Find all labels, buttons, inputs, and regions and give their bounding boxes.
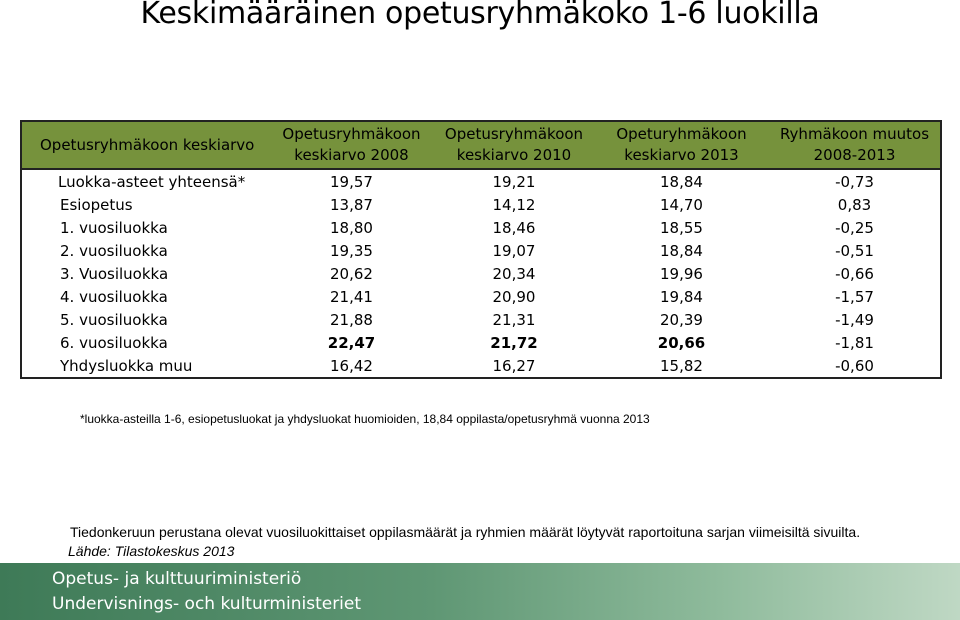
table-row xyxy=(21,262,941,285)
row-label: Esiopetus xyxy=(60,195,133,214)
cell-2008: 22,47 xyxy=(327,333,376,352)
row-label: 1. vuosiluokka xyxy=(60,218,168,237)
cell-2010: 21,31 xyxy=(492,310,536,329)
cell-2013: 20,39 xyxy=(660,310,703,329)
cell-2008: 13,87 xyxy=(330,195,373,214)
cell-change: -0,73 xyxy=(835,172,874,191)
group-size-table xyxy=(20,120,942,379)
cell-change: -1,57 xyxy=(835,287,874,306)
table-row xyxy=(21,354,941,378)
ministry-name-swedish: Undervisnings- och kulturministeriet xyxy=(52,594,362,614)
header-2013: Opeturyhmäkoon keskiarvo 2013 xyxy=(594,121,769,169)
cell-2010: 21,72 xyxy=(490,333,538,352)
cell-2010: 19,21 xyxy=(492,172,536,191)
row-label: 2. vuosiluokka xyxy=(60,241,168,260)
cell-2008: 19,35 xyxy=(330,241,373,260)
table-row xyxy=(21,308,941,331)
ministry-name-finnish: Opetus- ja kulttuuriministeriö xyxy=(52,569,302,589)
table-row xyxy=(21,193,941,216)
row-label: 5. vuosiluokka xyxy=(60,310,168,329)
table-header-row xyxy=(21,121,941,169)
header-category: Opetusryhmäkoon keskiarvo xyxy=(21,121,269,169)
cell-2008: 21,88 xyxy=(330,310,373,329)
table-row xyxy=(21,285,941,308)
cell-2013: 14,70 xyxy=(660,195,703,214)
footnote: *luokka-asteilla 1-6, esiopetusluokat ja yhdysluokat huomioiden, 18,84 oppilasta/opetusryhmä vuonna 2013 xyxy=(80,412,650,426)
row-label: 4. vuosiluokka xyxy=(60,287,168,306)
ministry-footer xyxy=(0,563,960,620)
cell-2008: 20,62 xyxy=(330,264,373,283)
cell-2013: 20,66 xyxy=(657,333,706,352)
cell-change: 0,83 xyxy=(837,195,872,214)
cell-2010: 20,34 xyxy=(492,264,536,283)
row-label: 3. Vuosiluokka xyxy=(60,264,169,283)
cell-2008: 16,42 xyxy=(330,356,373,375)
cell-change: -1,81 xyxy=(835,333,874,352)
table-row xyxy=(21,331,941,354)
row-label: 6. vuosiluokka xyxy=(60,333,168,352)
cell-2013: 18,84 xyxy=(660,241,703,260)
basis-note: Tiedonkeruun perustana olevat vuosiluokittaiset oppilasmäärät ja ryhmien määrät löytyvät raportoituna sarjan viimeisiltä sivuilta. xyxy=(70,524,861,540)
cell-2010: 16,27 xyxy=(492,356,536,375)
header-change: Ryhmäkoon muutos 2008-2013 xyxy=(769,121,941,169)
cell-2008: 19,57 xyxy=(330,172,373,191)
cell-change: -1,49 xyxy=(835,310,874,329)
cell-change: -0,60 xyxy=(835,356,874,375)
cell-2008: 18,80 xyxy=(330,218,373,237)
header-2010: Opetusryhmäkoon keskiarvo 2010 xyxy=(434,121,594,169)
cell-2013: 19,84 xyxy=(660,287,703,306)
cell-change: -0,25 xyxy=(835,218,874,237)
source-note: Lähde: Tilastokeskus 2013 xyxy=(68,543,235,559)
cell-2013: 18,55 xyxy=(660,218,703,237)
cell-2008: 21,41 xyxy=(330,287,373,306)
cell-2010: 14,12 xyxy=(492,195,536,214)
table-row xyxy=(21,216,941,239)
row-label: Yhdysluokka muu xyxy=(60,356,193,375)
cell-2013: 19,96 xyxy=(660,264,703,283)
table-row xyxy=(21,239,941,262)
cell-2010: 18,46 xyxy=(492,218,536,237)
page-title: Keskimääräinen opetusryhmäkoko 1-6 luokilla xyxy=(140,0,820,31)
cell-2013: 15,82 xyxy=(660,356,703,375)
cell-change: -0,66 xyxy=(835,264,874,283)
header-2008: Opetusryhmäkoon keskiarvo 2008 xyxy=(269,121,434,169)
cell-2010: 19,07 xyxy=(492,241,536,260)
row-label: Luokka-asteet yhteensä* xyxy=(58,172,246,191)
cell-2010: 20,90 xyxy=(492,287,536,306)
cell-change: -0,51 xyxy=(835,241,874,260)
cell-2013: 18,84 xyxy=(660,172,703,191)
table-row xyxy=(21,169,941,193)
